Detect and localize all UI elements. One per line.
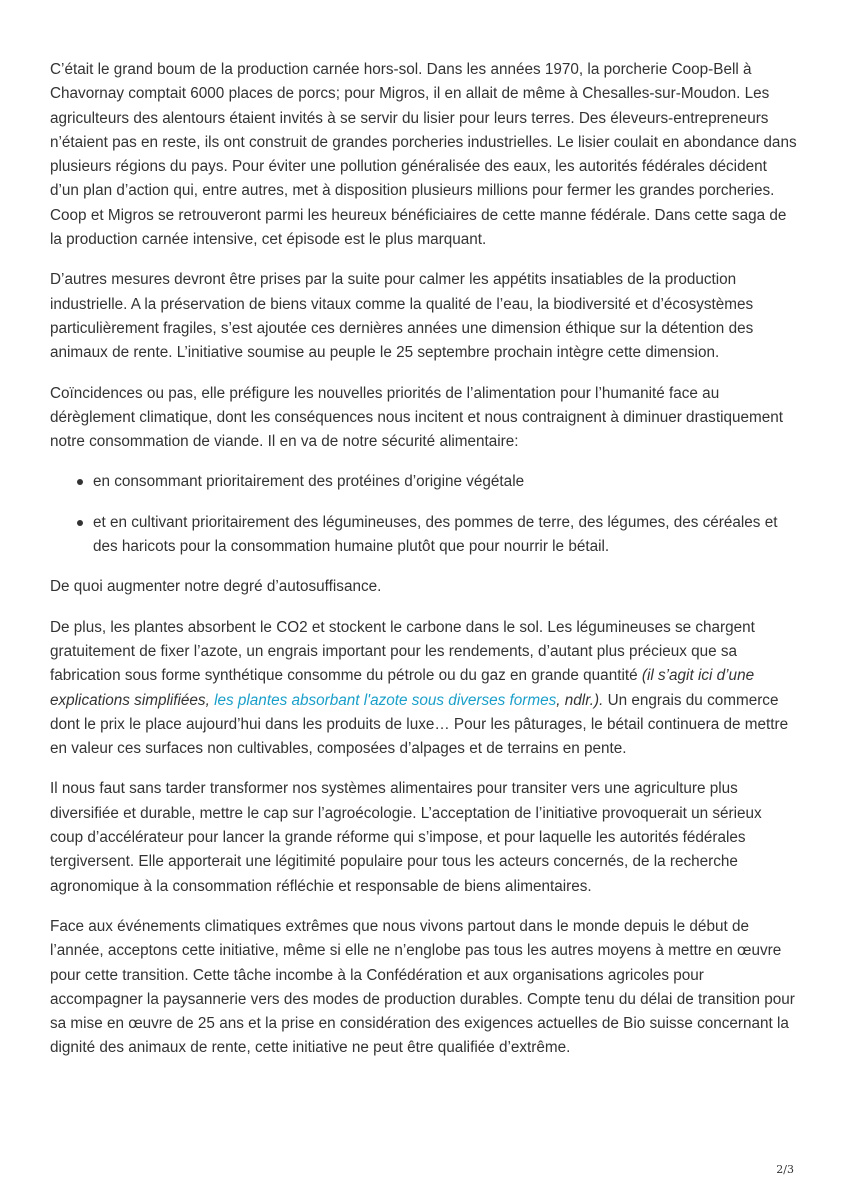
paragraph-plantes [50,616,798,762]
page-number: 2/3 [776,1163,794,1176]
list-item: et en cultivant prioritairement des légumineuses, des pommes de terre, des légumes, des céréales et des haricots pour la consommation humaine plutôt que pour nourrir le bétail. [93,511,798,560]
paragraph-mesures: D’autres mesures devront être prises par la suite pour calmer les appétits insatiables de la production industrielle. A la préservation de biens vitaux comme la qualité de l’eau, la biodiversité et d’écosystèmes particulièrement fragiles, s’est ajoutée ces dernières années une dimension éthique sur la détention des animaux de rente. L’initiative soumise au peuple le 25 septembre prochain intègre cette dimension. [50,271,754,362]
editor-note-open: (il s’agit ici d’une explications simplifiées, [50,667,755,709]
paragraph-plantes-rest: Un engrais du commerce dont le prix le place aujourd’hui dans les produits de luxe… Pour les pâturages, le bétail continuera de mettre en valeur ces surfaces non cultivables, composées d’alpages et de terrains en pente. [50,691,789,758]
azote-link[interactable]: les plantes absorbant l'azote sous diverses formes [214,691,557,709]
paragraph-coincidences: Coïncidences ou pas, elle préfigure les nouvelles priorités de l’alimentation pour l’humanité face au dérèglement climatique, dont les conséquences nous incitent et nous contraignent à diminuer drastiquement notre consommation de viande. Il en va de notre sécurité alimentaire: [50,384,783,451]
editor-note-close: , ndlr.). [556,691,604,709]
bullet-list [50,470,798,559]
paragraph-porcheries: C’était le grand boum de la production carnée hors-sol. Dans les années 1970, la porcherie Coop-Bell à Chavornay comptait 6000 places de porcs; pour Migros, il en allait de même à Chesalles-sur-Moudon. Les agriculteurs des alentours étaient invités à se servir du lisier pour leurs terres. Des éleveurs-entrepreneurs n’étaient pas en reste, ils ont construit de grandes porcheries industrielles. Le lisier coulait en abondance dans plusieurs régions du pays. Pour éviter une pollution généralisée des eaux, les autorités fédérales décident d’un plan d’action qui, entre autres, met à disposition plusieurs millions pour fermer les grandes porcheries. Coop et Migros se retrouveront parmi les heureux bénéficiaires de cette manne fédérale. Dans cette saga de la production carnée intensive, cet épisode est le plus marquant. [50,61,797,249]
paragraph-conclusion: Face aux événements climatiques extrêmes que nous vivons partout dans le monde depuis le début de l’année, acceptons cette initiative, même si elle ne n’englobe pas tous les autres moyens à mettre en œuvre pour cette transition. Cette tâche incombe à la Confédération et aux organisations agricoles pour accompagner la paysannerie vers des modes de production durables. Compte tenu du délai de transition pour sa mise en œuvre de 25 ans et la prise en considération des exigences actuelles de Bio suisse concernant la dignité des animaux de rente, cette initiative ne peut être qualifiée d’extrême. [50,917,795,1057]
paragraph-agroecologie: Il nous faut sans tarder transformer nos systèmes alimentaires pour transiter vers une agriculture plus diversifiée et durable, mettre le cap sur l’agroécologie. L’acceptation de l’initiative provoquerait un sérieux coup d’accélérateur pour lancer la grande réforme qui s’impose, et pour laquelle les autorités fédérales tergiversent. Elle apporterait une légitimité populaire pour tous les acteurs concernés, de la recherche agronomique à la consommation réfléchie et responsable de biens alimentaires. [50,780,762,895]
paragraph-plantes-text: De plus, les plantes absorbent le CO2 et stockent le carbone dans le sol. Les légumineuses se chargent gratuitement de fixer l’azote, un engrais important pour les rendements, d’autant plus précieux que sa fabrication sous forme synthétique consomme du pétrole ou du gaz en grande quantité [50,618,755,685]
list-item: en consommant prioritairement des protéines d’origine végétale [93,470,798,494]
paragraph-autosuffisance: De quoi augmenter notre degré d’autosuffisance. [50,578,382,596]
document-page [50,58,798,1077]
